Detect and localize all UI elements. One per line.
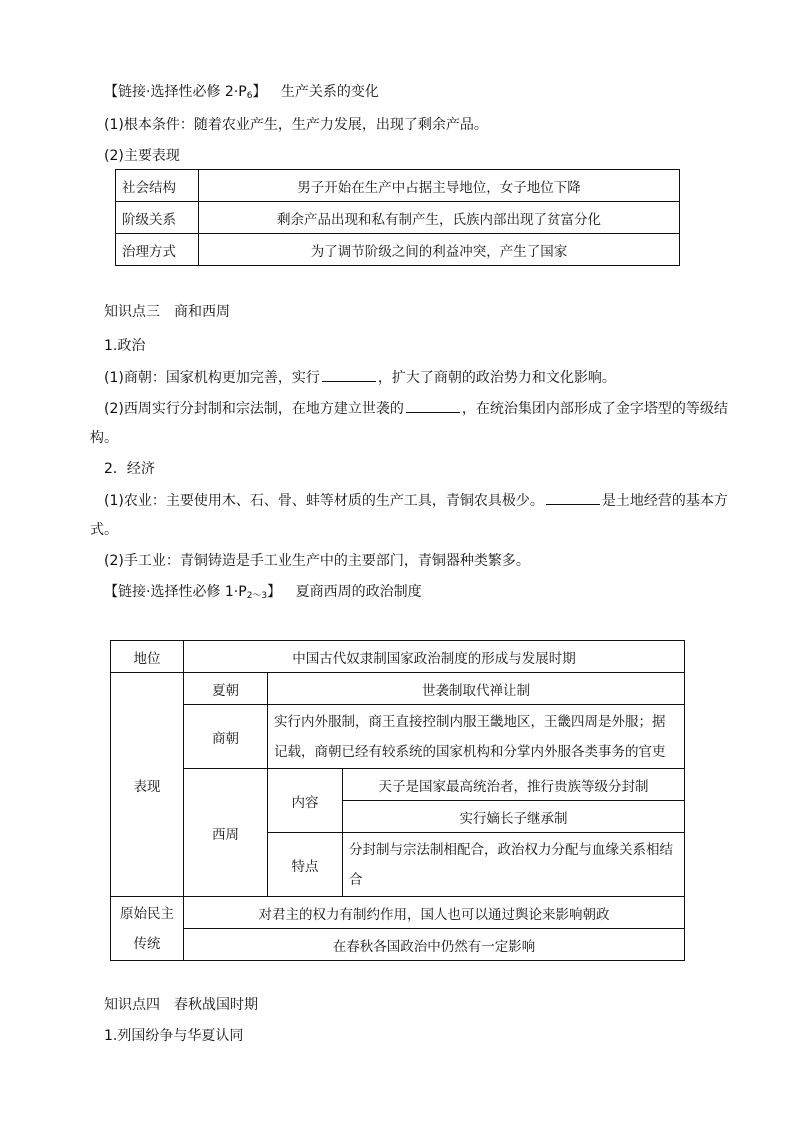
table-row: 表现 夏朝 世袭制取代禅让制 bbox=[111, 673, 685, 705]
politics-heading: 1.政治 bbox=[104, 338, 146, 354]
relations-table bbox=[115, 169, 680, 266]
handicraft-paragraph: (2)手工业：青铜铸造是手工业生产中的主要部门，青铜器种类繁多。 bbox=[104, 553, 530, 569]
table-row: 阶级关系 剩余产品出现和私有制产生，氏族内部出现了贫富分化 bbox=[116, 202, 680, 234]
xizhou-paragraph-end: 构。 bbox=[90, 430, 118, 446]
subsection-heading: 1.列国纷争与华夏认同 bbox=[104, 1028, 244, 1044]
shang-paragraph: (1)商朝：国家机构更加完善，实行 ，扩大了商朝的政治势力和文化影响。 bbox=[104, 367, 616, 388]
agriculture-paragraph-end: 式。 bbox=[90, 522, 118, 538]
table-row: 西周 内容 天子是国家最高统治者，推行贵族等级分封制 bbox=[111, 769, 685, 801]
table-row: 商朝 实行内外服制，商王直接控制内服王畿地区，王畿四周是外服；据记载，商朝已经有较系统的国家机构和分掌内外服各类事务的官吏 bbox=[111, 705, 685, 769]
knowledge-point-4: 知识点四 春秋战国时期 bbox=[104, 997, 258, 1013]
table-row: 地位 中国古代奴隶制国家政治制度的形成与发展时期 bbox=[111, 641, 685, 673]
economy-heading: 2．经济 bbox=[104, 461, 155, 477]
knowledge-point-3: 知识点三 商和西周 bbox=[104, 304, 230, 320]
link-heading-1: 【链接·选择性必修 $2\cdot P_6$】 生产关系的变化 bbox=[104, 84, 379, 101]
table-row: 原始民主传统 对君主的权力有制约作用，国人也可以通过舆论来影响朝政 bbox=[111, 897, 685, 929]
agriculture-paragraph: (1)农业：主要使用木、石、骨、蚌等材质的生产工具，青铜农具极少。 是土地经营的基本方 bbox=[104, 490, 728, 511]
table-row: 治理方式 为了调节阶级之间的利益冲突，产生了国家 bbox=[116, 234, 680, 266]
link-heading-2: 【链接·选择性必修 $1\cdot P_{2\sim 3}$】 夏商西周的政治制度 bbox=[104, 584, 422, 601]
answer-blank[interactable] bbox=[546, 490, 600, 505]
table-row: 特点 分封制与宗法制相配合，政治权力分配与血缘关系相结合 bbox=[111, 833, 685, 897]
paragraph-condition: (1)根本条件：随着农业产生，生产力发展，出现了剩余产品。 bbox=[104, 117, 488, 133]
answer-blank[interactable] bbox=[406, 398, 460, 413]
table-row: 实行嫡长子继承制 bbox=[111, 801, 685, 833]
paragraph-main-performance: (2)主要表现 bbox=[104, 148, 180, 164]
table-row: 在春秋各国政治中仍然有一定影响 bbox=[111, 929, 685, 961]
answer-blank[interactable] bbox=[322, 367, 376, 382]
political-system-table bbox=[110, 640, 685, 961]
xizhou-paragraph: (2)西周实行分封制和宗法制，在地方建立世袭的 ，在统治集团内部形成了金字塔型的等级结 bbox=[104, 398, 728, 419]
table-row: 社会结构 男子开始在生产中占据主导地位，女子地位下降 bbox=[116, 170, 680, 202]
